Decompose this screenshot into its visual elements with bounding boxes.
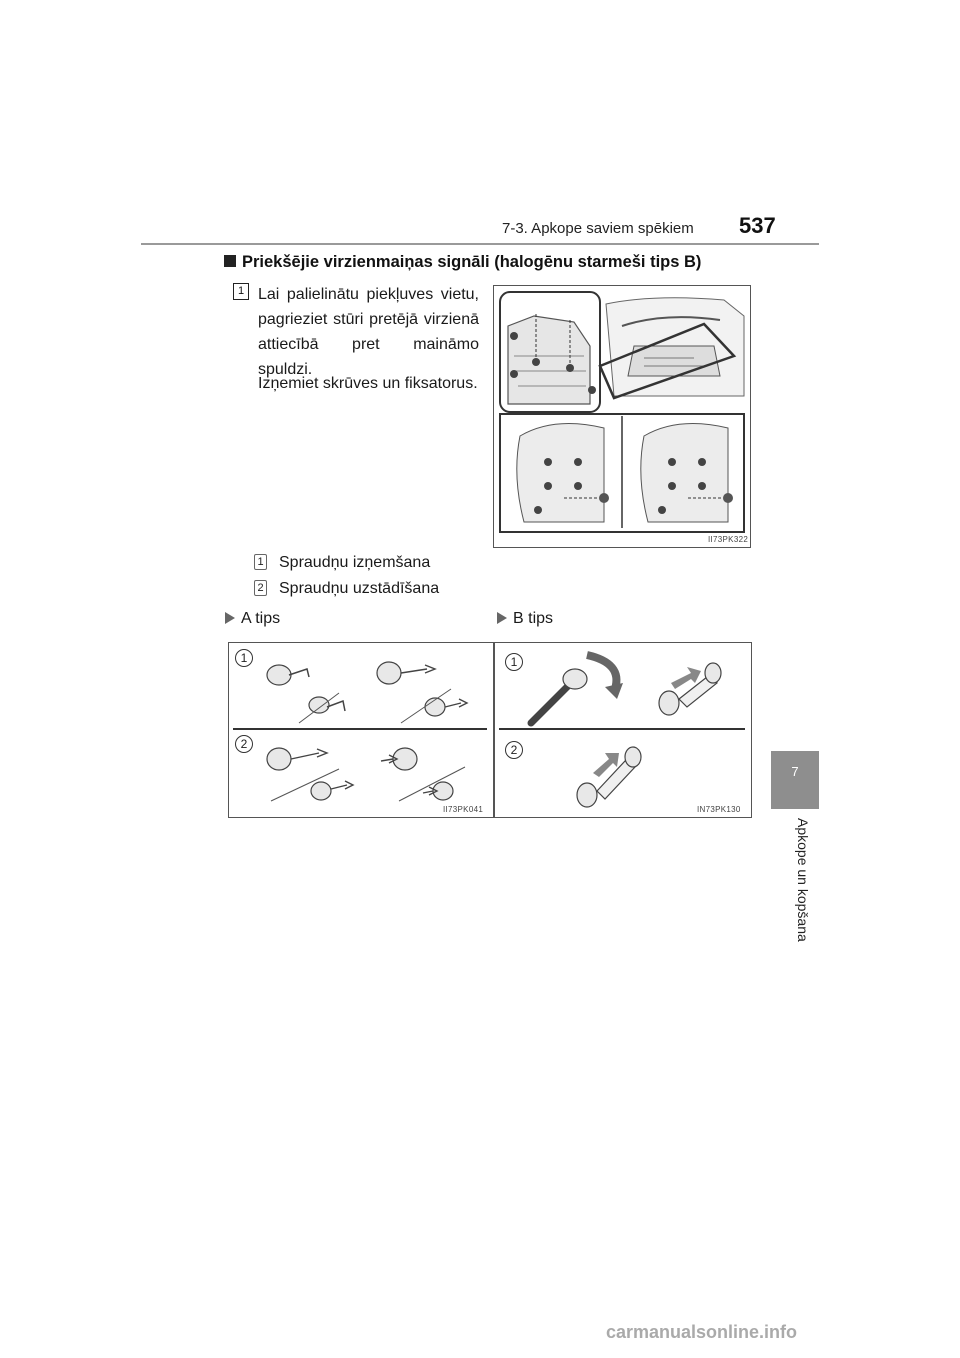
type-b-label-text: B tips bbox=[513, 610, 554, 627]
page-number: 537 bbox=[739, 213, 776, 238]
legend-text-2: Spraudņu uzstādīšana bbox=[279, 580, 440, 597]
figure-headlight-removal bbox=[493, 285, 751, 548]
figure-type-b-clips bbox=[494, 642, 752, 818]
triangle-bullet-icon bbox=[225, 612, 235, 624]
square-bullet-icon bbox=[224, 255, 236, 267]
type-a-label bbox=[225, 610, 280, 628]
chapter-tab-number: 7 bbox=[791, 764, 799, 779]
row-number-2: 2 bbox=[505, 741, 523, 759]
legend-number-1: 1 bbox=[254, 554, 267, 570]
legend-text-1: Spraudņu izņemšana bbox=[279, 554, 431, 571]
legend-number-2: 2 bbox=[254, 580, 267, 596]
type-a-label-text: A tips bbox=[241, 610, 281, 627]
section-heading-text: Priekšējie virzienmaiņas signāli (halogēnu starmeši tips B) bbox=[242, 253, 702, 271]
header-divider bbox=[141, 243, 819, 245]
figure-code: II73PK322 bbox=[708, 535, 749, 544]
row-number-1: 1 bbox=[505, 653, 523, 671]
figure-type-a-clips bbox=[228, 642, 494, 818]
section-title: 7-3. Apkope saviem spēkiem bbox=[502, 220, 694, 237]
watermark: carmanualsonline.info bbox=[606, 1322, 798, 1342]
step-instruction-2: Izņemiet skrūves un fiksatorus. bbox=[258, 375, 478, 392]
row-number-1: 1 bbox=[235, 649, 253, 667]
figure-code: IN73PK130 bbox=[697, 805, 741, 814]
figure-code: II73PK041 bbox=[443, 805, 484, 814]
step-number-badge: 1 bbox=[233, 283, 249, 300]
row-number-2: 2 bbox=[235, 735, 253, 753]
car-bumper-illustration bbox=[494, 286, 750, 547]
chapter-tab bbox=[771, 751, 819, 809]
clip-type-b-illustration bbox=[495, 643, 751, 817]
step-instruction-1: Lai palielinātu piekļuves vietu, pagrieziet stūri pretējā virzienā attiecībā pret maināmo spuldzi. bbox=[258, 286, 479, 378]
type-b-label bbox=[497, 610, 553, 628]
section-heading bbox=[224, 253, 701, 272]
clip-type-a-illustration bbox=[229, 643, 493, 817]
chapter-tab-label: Apkope un kopšana bbox=[795, 818, 811, 942]
triangle-bullet-icon bbox=[497, 612, 507, 624]
